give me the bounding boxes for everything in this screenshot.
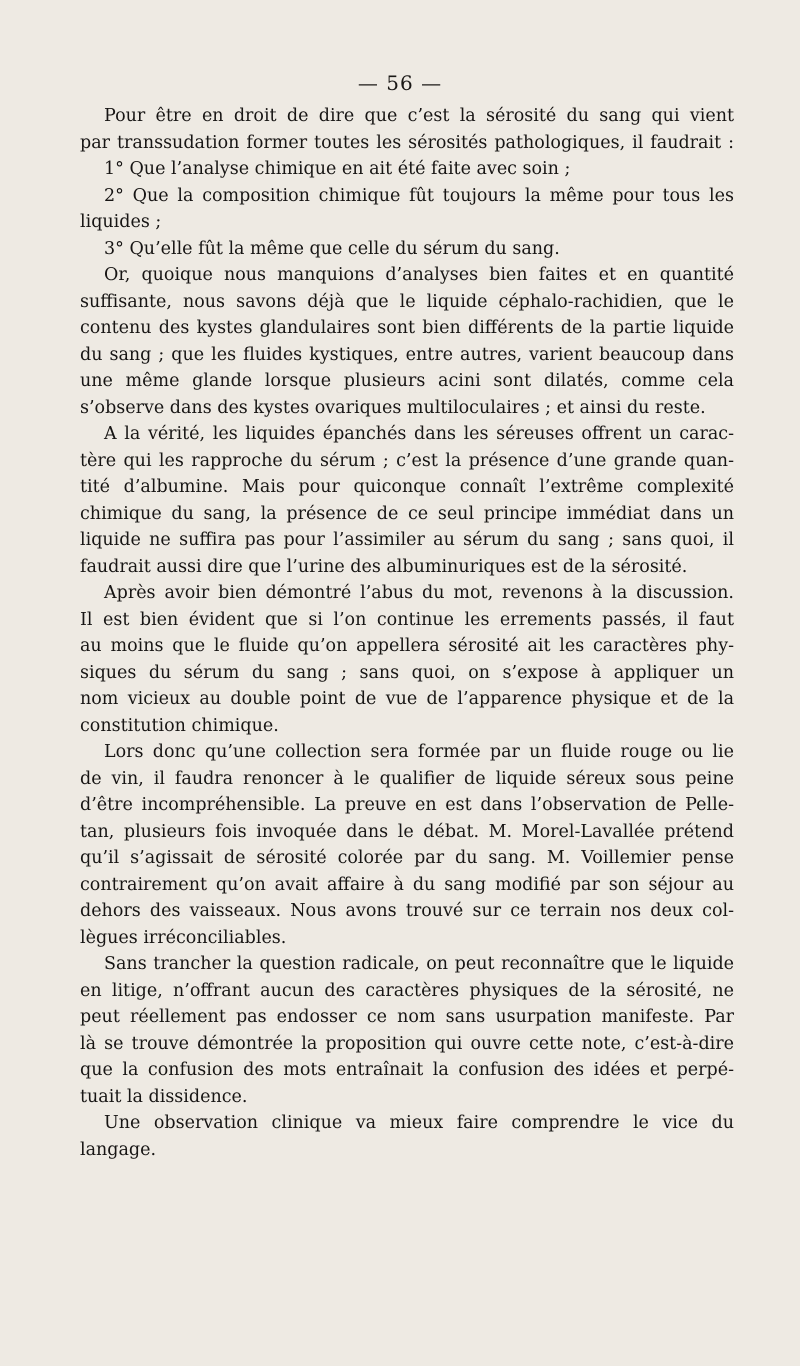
text-line: contenu des kystes glandulaires sont bien différents de la partie liquide xyxy=(80,318,734,338)
text-line: Après avoir bien démontré l’abus du mot, revenons à la discussion. xyxy=(104,583,734,603)
text-line: contrairement qu’on avait affaire à du sang modifié par son séjour au xyxy=(80,874,734,895)
text-line: Lors donc qu’une collection sera formée par un fluide rouge ou lie xyxy=(104,742,734,762)
text-line: là se trouve démontrée la proposition qui ouvre cette note, c’est-à-dire xyxy=(80,1033,734,1054)
text-line: 1° Que l’analyse chimique en ait été faite avec soin ; xyxy=(104,159,571,179)
text-line: Une observation clinique va mieux faire comprendre le vice du xyxy=(104,1113,734,1133)
text-line: tère qui les rapproche du sérum ; c’est la présence d’une grande quan- xyxy=(80,450,734,471)
text-line: A la vérité, les liquides épanchés dans les séreuses offrent un carac- xyxy=(104,424,734,444)
body-text xyxy=(80,103,734,1163)
text-line: Il est bien évident que si l’on continue les errements passés, il faut xyxy=(80,609,734,630)
text-line: de vin, il faudra renoncer à le qualifier de liquide séreux sous peine xyxy=(80,768,734,789)
text-line: nom vicieux au double point de vue de l’apparence physique et de la xyxy=(80,689,734,709)
text-line: en litige, n’offrant aucun des caractères physiques de la sérosité, ne xyxy=(80,980,734,1001)
text-line: au moins que le fluide qu’on appellera sérosité ait les caractères phy- xyxy=(80,636,734,656)
text-line: constitution chimique. xyxy=(80,715,279,736)
text-line: peut réellement pas endosser ce nom sans usurpation manifeste. Par xyxy=(80,1007,734,1027)
text-line: langage. xyxy=(80,1139,157,1160)
text-line: lègues irréconciliables. xyxy=(80,927,287,948)
text-line: du sang ; que les fluides kystiques, entre autres, varient beaucoup dans xyxy=(80,344,734,365)
text-line: chimique du sang, la présence de ce seul principe immédiat dans un xyxy=(80,503,734,524)
text-line: liquides ; xyxy=(80,212,162,232)
text-line: dehors des vaisseaux. Nous avons trouvé sur ce terrain nos deux col- xyxy=(80,901,734,921)
text-line: 2° Que la composition chimique fût toujours la même pour tous les xyxy=(104,185,734,206)
text-line: par transsudation former toutes les sérosités pathologiques, il faudrait : xyxy=(80,132,734,153)
text-line: siques du sérum du sang ; sans quoi, on s’expose à appliquer un xyxy=(80,662,734,683)
text-line: liquide ne suffira pas pour l’assimiler au sérum du sang ; sans quoi, il xyxy=(80,530,734,550)
text-line: Pour être en droit de dire que c’est la sérosité du sang qui vient xyxy=(104,106,734,126)
text-line: une même glande lorsque plusieurs acini sont dilatés, comme cela xyxy=(80,371,734,391)
text-line: tité d’albumine. Mais pour quiconque connaît l’extrême complexité xyxy=(80,477,734,497)
text-line: tan, plusieurs fois invoquée dans le débat. M. Morel-Lavallée prétend xyxy=(80,821,734,842)
text-line: d’être incompréhensible. La preuve en est dans l’observation de Pelle- xyxy=(80,795,734,815)
text-line: s’observe dans des kystes ovariques multiloculaires ; et ainsi du reste. xyxy=(80,397,706,418)
text-line: qu’il s’agissait de sérosité colorée par du sang. M. Voillemier pense xyxy=(80,848,734,868)
text-line: Or, quoique nous manquions d’analyses bien faites et en quantité xyxy=(104,265,734,285)
text-line: 3° Qu’elle fût la même que celle du sérum du sang. xyxy=(104,238,560,259)
text-line: suffisante, nous savons déjà que le liquide céphalo-rachidien, que le xyxy=(80,291,734,312)
text-line: Sans trancher la question radicale, on peut reconnaître que le liquide xyxy=(104,954,734,974)
text-line: tuait la dissidence. xyxy=(80,1086,248,1107)
text-line: faudrait aussi dire que l’urine des albuminuriques est de la sérosité. xyxy=(80,556,688,577)
text-line: que la confusion des mots entraînait la confusion des idées et perpé- xyxy=(80,1060,734,1080)
page-number: — 56 — xyxy=(357,71,443,95)
